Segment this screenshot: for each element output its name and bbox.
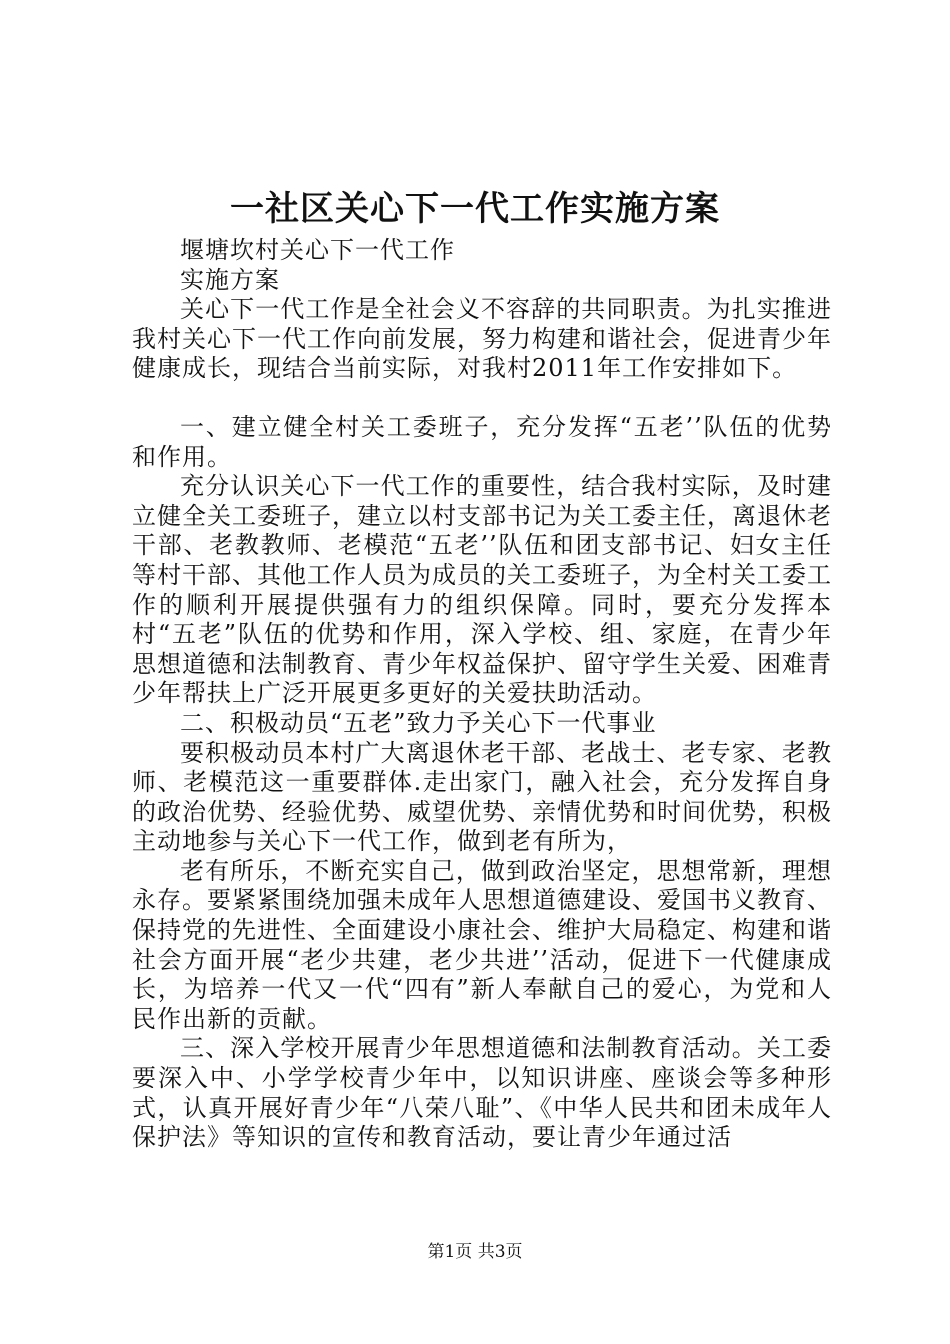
section-3-paragraph: 三、深入学校开展青少年思想道德和法制教育活动。关工委要深入中、小学学校青少年中，以知识讲座、座谈会等多种形式，认真开展好青少年“八荣八耻”、《中华人民共和团未成年人保护法》等知识的宣传和教育活动，要让青少年通过活 <box>132 1034 832 1152</box>
org-name-line: 堰塘坎村关心下一代工作 <box>180 236 455 264</box>
document-title: 一社区关心下一代工作实施方案 <box>230 189 720 229</box>
subtitle-line: 实施方案 <box>180 265 280 294</box>
section-2-paragraph-b: 老有所乐，不断充实自己，做到政治坚定，思想常新，理想永存。要紧紧围绕加强未成年人思想道德建设、爱国书义教育、保持党的先进性、全面建设小康社会、维护大局稳定、构建和谐社会方面开展“老少共建，老少共进’’活动，促进下一代健康成长，为培养一代又一代“四有”新人奉献自己的爱心，为党和人民作出新的贡献。 <box>132 856 832 1033</box>
section-heading-2: 二、积极动员“五老”致力予关心下一代事业 <box>180 708 657 737</box>
section-heading-1: 一、建立健全村关工委班子，充分发挥“五老’’队伍的优势和作用。 <box>132 412 832 471</box>
section-2-paragraph-a: 要积极动员本村广大离退休老干部、老战士、老专家、老教师、老模范这一重要群体.走出家门，融入社会，充分发挥自身的政治优势、经验优势、威望优势、亲情优势和时间优势，积极主动地参与关心下一代工作，做到老有所为， <box>132 738 832 856</box>
intro-paragraph: 关心下一代工作是全社会义不容辞的共同职责。为扎实推进我村关心下一代工作向前发展，努力构建和谐社会，促进青少年健康成长，现结合当前实际，对我村2011年工作安排如下。 <box>132 295 832 383</box>
page-indicator: 第1页 共3页 <box>427 1242 523 1262</box>
section-1-paragraph: 充分认识关心下一代工作的重要性，结合我村实际，及时建立健全关工委班子，建立以村支部书记为关工委主任，离退休老干部、老教教师、老模范“五老’’队伍和团支部书记、妇女主任等村干部、其他工作人员为成员的关工委班子，为全村关工委工作的顺利开展提供强有力的组织保障。同时，要充分发挥本村“五老”队伍的优势和作用，深入学校、组、家庭，在青少年思想道德和法制教育、青少年权益保护、留守学生关爱、困难青少年帮扶上广泛开展更多更好的关爱扶助活动。 <box>132 472 832 708</box>
document-body <box>132 236 832 1153</box>
